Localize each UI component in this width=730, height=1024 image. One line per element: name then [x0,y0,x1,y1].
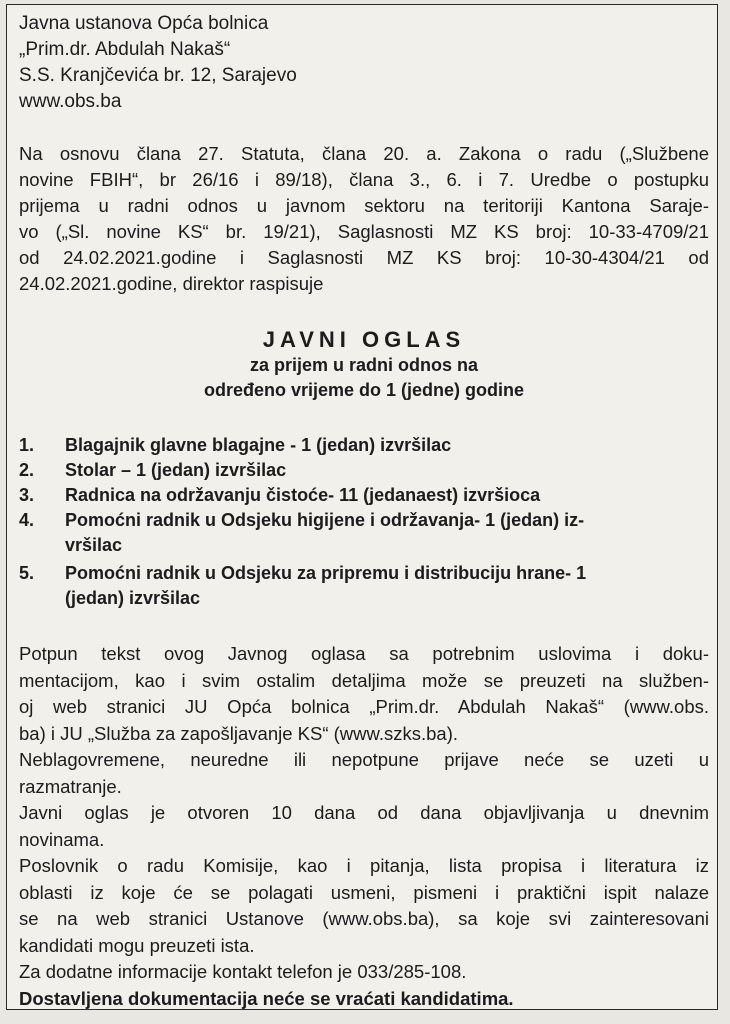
details-line: novinama. [19,828,105,850]
position-text [65,483,709,508]
position-text [65,508,709,558]
position-number: 2. [19,460,35,480]
institution-name: Javna ustanova Opća bolnica [19,13,269,34]
position-text [65,561,709,611]
announcement-title: JAVNI OGLAS [262,327,466,352]
details-line: se na web stranici Ustanove (www.obs.ba), sa koje svi zainteresovani [19,908,709,929]
details-line: ba) i JU „Služba za zapošljavanje KS“ (www.szks.ba). [19,722,459,744]
details-line: kandidati mogu preuzeti ista. [19,934,255,956]
institution-name-line-2: „Prim.dr. Abdulah Nakaš“ [19,39,231,60]
institution-address: S.S. Kranjčevića br. 12, Sarajevo [19,65,297,86]
position-number: 3. [19,485,35,505]
position-title: Radnica na održavanju čistoće- 11 (jedanaest) izvršioca [65,485,541,505]
intro-line: Na osnovu člana 27. Statuta, člana 20. a. Zakona o radu („Službene [19,143,709,164]
details-line: Poslovnik o radu Komisije, kao i pitanja, lista propisa i literatura iz [19,855,709,876]
details-line: mentacijom, kao i svim ostalim detaljima može se preuzeti na služben- [19,669,709,691]
position-number: 4. [19,510,35,530]
position-item [19,458,709,483]
position-text [65,458,709,483]
position-text [65,433,709,458]
announcement-heading [19,327,709,403]
details-line: razmatranje. [19,775,122,797]
position-title-continued: (jedan) izvršilac [65,588,201,608]
advertisement-content [19,11,709,1012]
position-item [19,508,709,558]
intro-line: vo („Sl. novine KS“ br. 19/21), Saglasnosti MZ KS broj: 10-33-4709/21 [19,221,709,242]
intro-line: od 24.02.2021.godine i Saglasnosti MZ KS broj: 10-30-4304/21 od [19,247,709,268]
position-item [19,561,709,611]
position-item [19,433,709,458]
announcement-subtitle: određeno vrijeme do 1 (jedne) godine [203,380,525,400]
positions-list [19,433,709,611]
position-number: 5. [19,563,35,583]
position-item [19,483,709,508]
institution-website: www.obs.ba [19,91,122,112]
details-line: Potpun tekst ovog Javnog oglasa sa potrebnim uslovima i doku- [19,643,709,664]
job-advertisement [6,4,718,1010]
details-line: oblasti iz koje će se polagati usmeni, pismeni i praktični ispit nalaze [19,881,709,903]
position-title-continued: vršilac [65,535,123,555]
position-title: Pomoćni radnik u Odsjeku higijene i održavanja- 1 (jedan) iz- [65,510,585,530]
intro-line: novine FBIH“, br 26/16 i 89/18), člana 3., 6. i 7. Uredbe o postupku [19,169,709,190]
details-line: Neblagovremene, neuredne ili nepotpune prijave neće se uzeti u [19,749,709,770]
details-line: Javni oglas je otvoren 10 dana od dana objavljivanja u dnevnim [19,802,709,823]
contact-phone-line: Za dodatne informacije kontakt telefon je 033/285-108. [19,961,467,982]
intro-line: 24.02.2021.godine, direktor raspisuje [19,273,324,294]
legal-basis-paragraph [19,141,709,297]
position-title: Stolar – 1 (jedan) izvršilac [65,460,287,480]
announcement-subtitle: za prijem u radni odnos na [249,355,479,375]
position-title: Blagajnik glavne blagajne - 1 (jedan) izvršilac [65,435,452,455]
position-number: 1. [19,435,35,455]
position-title: Pomoćni radnik u Odsjeku za pripremu i distribuciju hrane- 1 [65,563,587,583]
details-line: oj web stranici JU Opća bolnica „Prim.dr. Abdulah Nakaš“ (www.obs. [19,696,709,717]
institution-header [19,11,709,115]
intro-line: prijema u radni odnos u javnom sektoru na teritoriji Kantona Saraje- [19,195,709,216]
announcement-details [19,641,709,1012]
closing-notice: Dostavljena dokumentacija neće se vraćati kandidatima. [19,987,514,1009]
